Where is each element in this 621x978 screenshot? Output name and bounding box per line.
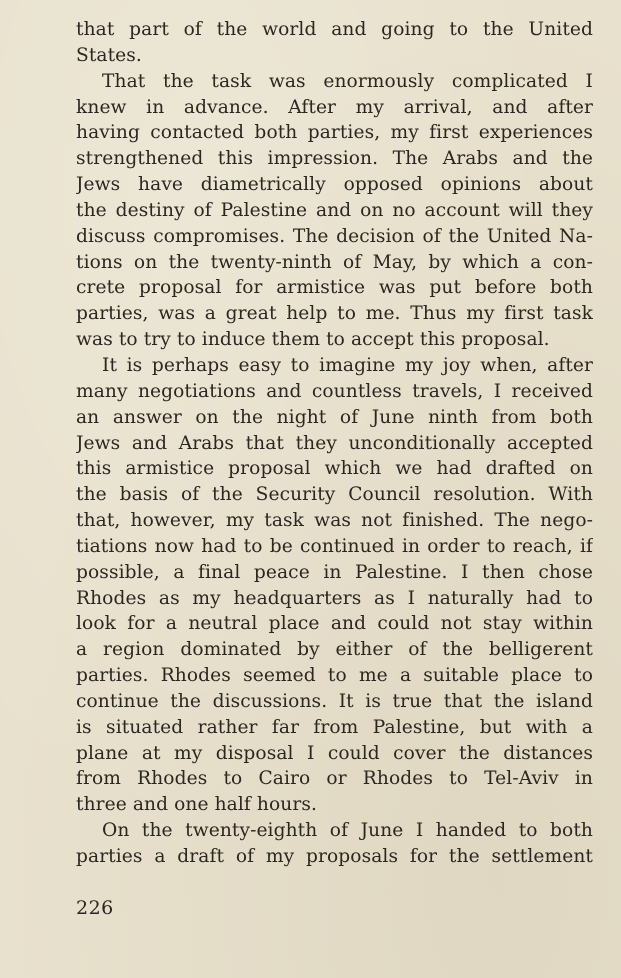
text-line: that part of the world and going to the United — [76, 19, 593, 40]
text-line: It is perhaps easy to imagine my joy when, after — [102, 354, 593, 376]
text-line: an answer on the night of June ninth from both — [76, 406, 593, 428]
text-line: this armistice proposal which we had drafted on — [76, 458, 593, 480]
text-line: continue the discussions. It is true that the island — [76, 690, 593, 712]
text-line: that, however, my task was not finished. The nego- — [76, 510, 593, 532]
text-line: parties a draft of my proposals for the settlement — [76, 846, 593, 867]
text-line: parties. Rhodes seemed to me a suitable place to — [76, 665, 593, 687]
text-line: plane at my disposal I could cover the distances — [76, 742, 593, 764]
text-line: Jews and Arabs that they unconditionally accepted — [76, 432, 593, 454]
text-line: three and one half hours. — [76, 794, 317, 816]
text-line: Rhodes as my headquarters as I naturally had to — [76, 587, 593, 609]
text-line: is situated rather far from Palestine, but with a — [76, 716, 593, 738]
text-line: tiations now had to be continued in order to reach, if — [76, 535, 593, 557]
text-line: having contacted both parties, my first experiences — [76, 122, 593, 144]
text-line: look for a neutral place and could not stay within — [76, 613, 593, 635]
text-line: parties, was a great help to me. Thus my first task — [76, 303, 593, 325]
text-line: a region dominated by either of the belligerent — [76, 639, 593, 661]
text-line: crete proposal for armistice was put before both — [76, 277, 593, 299]
text-line: the destiny of Palestine and on no account will they — [76, 199, 593, 221]
text-line: from Rhodes to Cairo or Rhodes to Tel-Aviv in — [76, 768, 593, 790]
text-line: was to try to induce them to accept this proposal. — [76, 329, 550, 351]
text-line: the basis of the Security Council resolution. With — [76, 484, 593, 506]
text-line: States. — [76, 44, 142, 66]
text-line: That the task was enormously complicated I — [102, 70, 593, 92]
body-text — [76, 17, 593, 870]
text-line: On the twenty-eighth of June I handed to both — [102, 820, 593, 842]
text-line: strengthened this impression. The Arabs and the — [76, 148, 593, 170]
text-line: tions on the twenty-ninth of May, by which a con- — [76, 251, 593, 273]
page-number: 226 — [76, 897, 114, 919]
text-line: possible, a final peace in Palestine. I then chose — [76, 561, 593, 583]
text-line: discuss compromises. The decision of the United Na- — [76, 225, 593, 247]
text-line: Jews have diametrically opposed opinions about — [76, 174, 593, 196]
text-line: knew in advance. After my arrival, and after — [76, 96, 593, 118]
text-line: many negotiations and countless travels, I received — [76, 380, 593, 402]
